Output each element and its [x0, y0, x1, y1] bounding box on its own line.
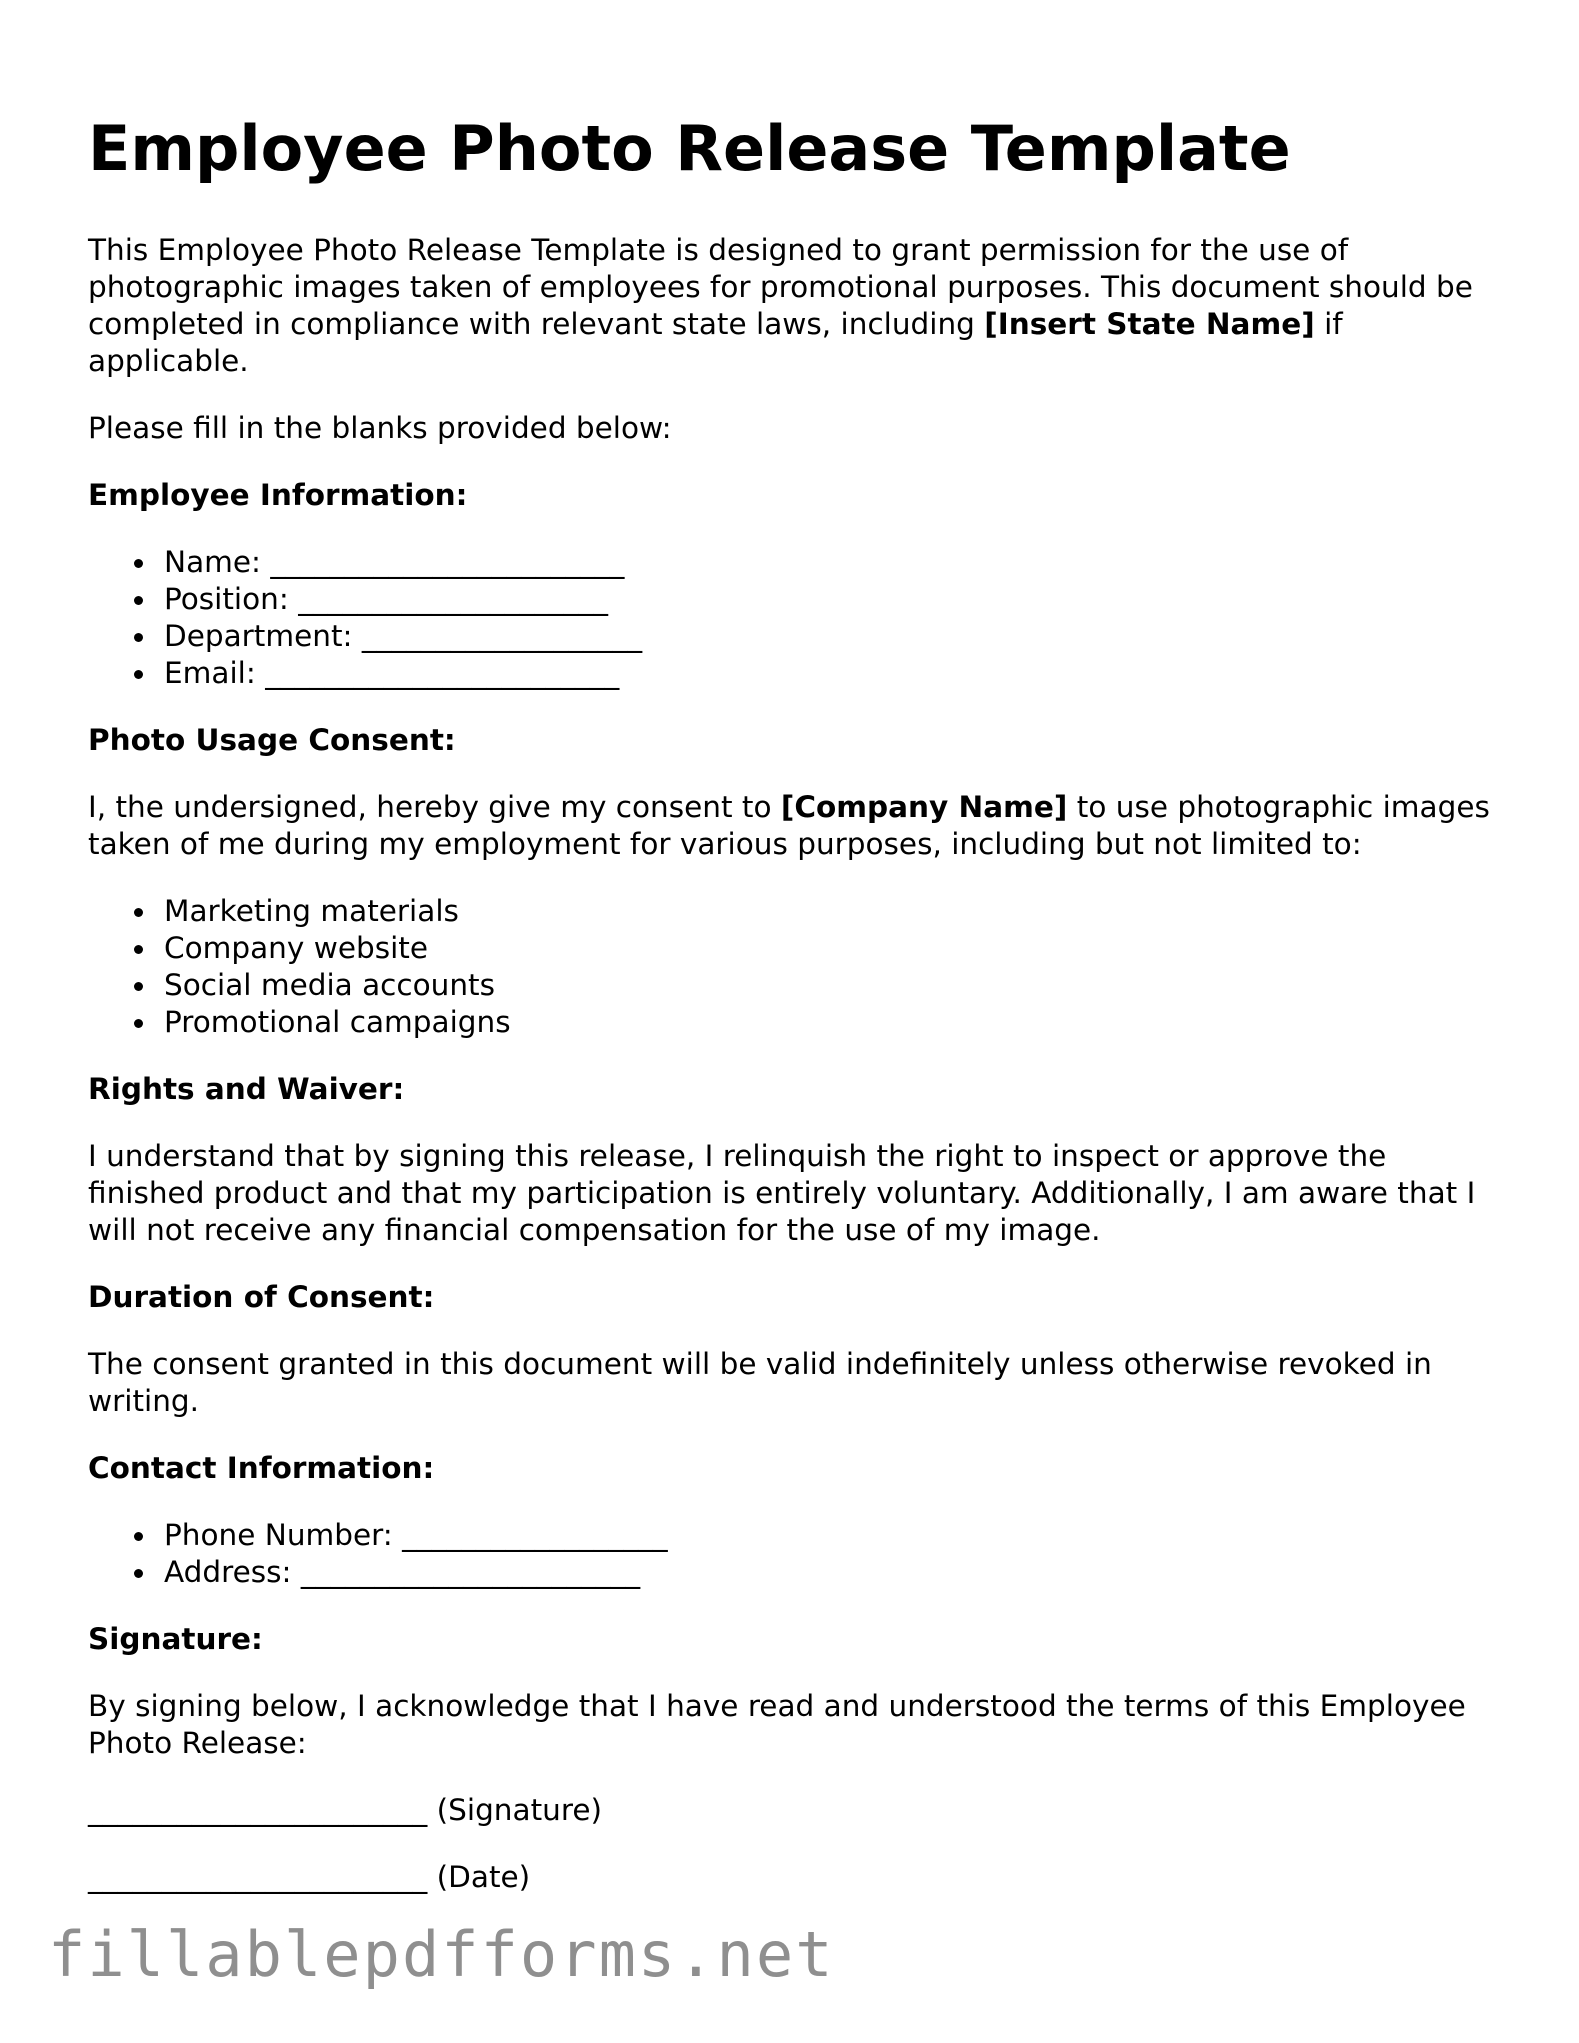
employee-name-field[interactable] [164, 544, 1508, 581]
rights-heading: Rights and Waiver: [88, 1072, 405, 1106]
document-page [88, 104, 1508, 1926]
date-line[interactable] [88, 1859, 1508, 1896]
address-field[interactable] [164, 1554, 1508, 1591]
signature-label: (Signature) [436, 1793, 602, 1827]
signature-heading: Signature: [88, 1622, 263, 1656]
consent-text: I, the undersigned, hereby give my consent to [88, 790, 781, 824]
watermark: fillablepdfforms.net [48, 1918, 835, 1991]
employee-position-field[interactable] [164, 581, 1508, 618]
field-label: Department: [164, 619, 353, 653]
photo-usage-heading: Photo Usage Consent: [88, 723, 456, 757]
signature-line[interactable] [88, 1792, 1508, 1829]
date-blank[interactable]: _______________________ [88, 1860, 428, 1894]
department-blank[interactable]: ___________________ [361, 619, 643, 653]
name-blank[interactable]: ________________________ [270, 545, 625, 579]
list-item: Marketing materials [164, 893, 1508, 930]
date-label: (Date) [436, 1860, 531, 1894]
instruction-text: Please fill in the blanks provided below: [88, 411, 672, 445]
email-blank[interactable]: ________________________ [265, 656, 620, 690]
duration-heading: Duration of Consent: [88, 1280, 435, 1314]
field-label: Name: [164, 545, 261, 579]
contact-list [88, 1517, 1508, 1591]
field-label: Position: [164, 582, 289, 616]
signature-blank[interactable]: _______________________ [88, 1793, 428, 1827]
state-placeholder: [Insert State Name] [984, 307, 1315, 341]
photo-usage-paragraph [88, 789, 1508, 863]
employee-department-field[interactable] [164, 618, 1508, 655]
field-label: Phone Number: [164, 1518, 393, 1552]
signature-paragraph: By signing below, I acknowledge that I have read and understood the terms of this Employee Photo Release: [88, 1689, 1466, 1760]
consent-text-end: to use photographic images taken of me during my employment for various purposes, including but not limited to: [88, 790, 1490, 861]
intro-text-end: if applicable. [88, 307, 1343, 378]
intro-paragraph [88, 232, 1508, 380]
employee-info-list [88, 544, 1508, 692]
field-label: Email: [164, 656, 256, 690]
phone-blank[interactable]: __________________ [402, 1518, 668, 1552]
page-title: Employee Photo Release Template [88, 112, 1291, 185]
list-item: Company website [164, 930, 1508, 967]
employee-email-field[interactable] [164, 655, 1508, 692]
list-item: Promotional campaigns [164, 1004, 1508, 1041]
address-blank[interactable]: _______________________ [300, 1555, 641, 1589]
position-blank[interactable]: _____________________ [298, 582, 608, 616]
phone-field[interactable] [164, 1517, 1508, 1554]
company-placeholder: [Company Name] [780, 790, 1068, 824]
photo-usage-list [88, 893, 1508, 1041]
contact-heading: Contact Information: [88, 1451, 435, 1485]
list-item: Social media accounts [164, 967, 1508, 1004]
intro-text: This Employee Photo Release Template is designed to grant permission for the use of photographic images taken of employees for promotional purposes. This document should be completed in compliance with relevant state laws, including [88, 233, 1473, 341]
duration-paragraph: The consent granted in this document will be valid indefinitely unless otherwise revoked in writing. [88, 1347, 1432, 1418]
field-label: Address: [164, 1555, 292, 1589]
rights-paragraph: I understand that by signing this release, I relinquish the right to inspect or approve the finished product and that my participation is entirely voluntary. Additionally, I am aware that I will not receive any financial compensation for the use of my image. [88, 1139, 1476, 1247]
employee-info-heading: Employee Information: [88, 478, 468, 512]
